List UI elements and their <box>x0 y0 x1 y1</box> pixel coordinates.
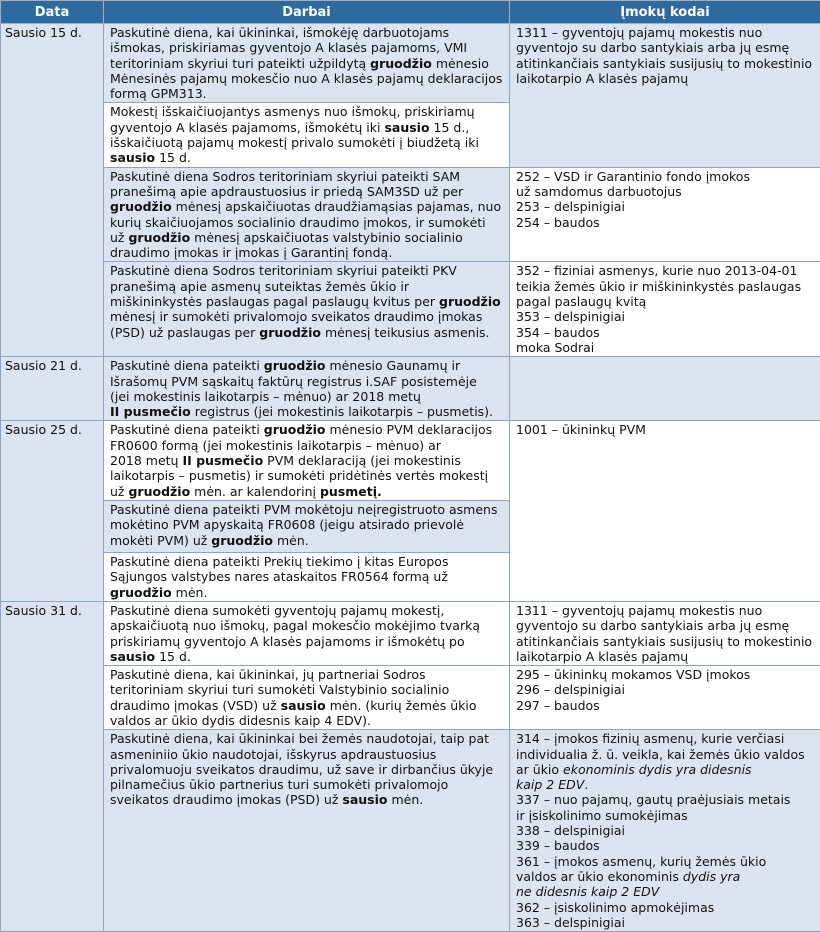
header-codes: Įmokų kodai <box>510 1 820 24</box>
codes-cell: 314 – įmokos fizinių asmenų, kurie verčiasi individualia ž. ū. veikla, kai žemės ūkio valdos ar ūkio ekonominis dydis yra didesnis kaip 2 EDV. 337 – nuo pajamų, gautų praėjusiais metais ir įsiskolinimo sumokėjimas 338 – delspinigiai 339 – baudos 361 – įmokos asmenų, kurių žemės ūkio valdos ar ūkio ekonominis dydis yra ne didesnis kaip 2 EDV 362 – įsiskolinimo apmokėjimas 363 – delspinigiai <box>510 730 820 932</box>
codes-cell: 352 – fiziniai asmenys, kurie nuo 2013-04-01 teikia žemės ūkio ir miškininkystės paslaugas pagal paslaugų kvitą 353 – delspinigiai 354 – baudos moka Sodrai <box>510 262 820 357</box>
work-cell: Paskutinė diena, kai ūkininkai bei žemės naudotojai, taip pat asmeniniio ūkio naudotojai, išskyrus apdraustuosius privalomuoju sveikatos draudimu, už save ir dirbančius ūkyje pilnamečius ūkio partnerius turi sumokėti privalomojo sveikatos draudimo įmokas (PSD) už sausio mėn. <box>104 730 510 932</box>
date-cell: Sausio 15 d. <box>1 24 104 357</box>
date-cell: Sausio 21 d. <box>1 357 104 421</box>
work-cell: Paskutinė diena pateikti Prekių tiekimo į kitas Europos Sąjungos valstybes nares ataskaitos FR0564 formą už gruodžio mėn. <box>104 552 510 601</box>
header-work: Darbai <box>104 1 510 24</box>
table-row <box>1 262 820 357</box>
codes-cell: 1311 – gyventojų pajamų mokestis nuo gyventojo su darbo santykiais arba jų esmę atitinkančiais santykiais susijusių to mokestinio laikotarpio A klasės pajamų <box>510 24 820 168</box>
work-cell: Paskutinė diena Sodros teritoriniam skyriui pateikti PKV pranešimą apie asmenų suteiktas žemės ūkio ir miškininkystės paslaugas pagal paslaugų kvitus per gruodžio mėnesį ir sumokėti privalomojo sveikatos draudimo įmokas (PSD) už paslaugas per gruodžio mėnesį teikusius asmenis. <box>104 262 510 357</box>
codes-cell: 295 – ūkininkų mokamos VSD įmokos 296 – delspinigiai 297 – baudos <box>510 666 820 730</box>
table-row <box>1 167 820 262</box>
table-row <box>1 666 820 730</box>
table-row <box>1 357 820 421</box>
header-row <box>1 1 820 24</box>
work-cell: Paskutinė diena pateikti gruodžio mėnesio Gaunamų ir Išrašomų PVM sąskaitų faktūrų registrus i.SAF posistemėje (jei mokestinis laikotarpis – mėnuo) ar 2018 metų II pusmečio registrus (jei mokestinis laikotarpis – pusmetis). <box>104 357 510 421</box>
codes-cell: 1001 – ūkininkų PVM <box>510 421 820 601</box>
work-cell: Paskutinė diena Sodros teritoriniam skyriui pateikti SAM pranešimą apie apdraustuosius ir priedą SAM3SD už per gruodžio mėnesį apskaičiuotas draudžiamąsias pajamas, nuo kurių skaičiuojamos socialinio draudimo įmokos, ir sumokėti už gruodžio mėnesį apskaičiuotas valstybinio socialinio draudimo įmokas ir įmokas į Garantinį fondą. <box>104 167 510 262</box>
codes-cell: 1311 – gyventojų pajamų mokestis nuo gyventojo su darbo santykiais arba jų esmę atitinkančiais santykiais susijusių to mokestinio laikotarpio A klasės pajamų <box>510 601 820 665</box>
work-cell: Paskutinė diena pateikti gruodžio mėnesio PVM deklaracijos FR0600 formą (jei mokestinis laikotarpis – mėnuo) ar 2018 metų II pusmečio PVM deklaraciją (jei mokestinis laikotarpis – pusmetis) ir sumokėti pridėtinės vertės mokestį už gruodžio mėn. ar kalendorinį pusmetį. <box>104 421 510 500</box>
work-cell: Mokestį išskaičiuojantys asmenys nuo išmokų, priskiriamų gyventojo A klasės pajamoms, išmokėtų iki sausio 15 d., išskaičiuotą pajamų mokestį privalo sumokėti į biudžetą iki sausio 15 d. <box>104 103 510 167</box>
work-cell: Paskutinė diena, kai ūkininkai, išmokėję darbuotojams išmokas, priskiriamas gyventojo A klasės pajamoms, VMI teritoriniam skyriui turi pateikti užpildytą gruodžio mėnesio Mėnesinės pajamų mokesčio nuo A klasės pajamų deklaracijos formą GPM313. <box>104 24 510 103</box>
date-cell: Sausio 31 d. <box>1 601 104 931</box>
header-date: Data <box>1 1 104 24</box>
date-cell: Sausio 25 d. <box>1 421 104 601</box>
table-row <box>1 730 820 932</box>
table-row <box>1 24 820 103</box>
codes-cell: 252 – VSD ir Garantinio fondo įmokos už samdomus darbuotojus 253 – delspinigiai 254 – baudos <box>510 167 820 262</box>
codes-cell <box>510 357 820 421</box>
work-cell: Paskutinė diena sumokėti gyventojų pajamų mokestį, apskaičiuotą nuo išmokų, pagal mokesčio mokėjimo tvarką priskiriamų gyventojo A klasės pajamoms ir išmokėtų po sausio 15 d. <box>104 601 510 665</box>
work-cell: Paskutinė diena, kai ūkininkai, jų partneriai Sodros teritoriniam skyriui turi sumokėti Valstybinio socialinio draudimo įmokas (VSD) už sausio mėn. (kurių žemės ūkio valdos ar ūkio dydis didesnis kaip 4 EDV). <box>104 666 510 730</box>
table-row <box>1 601 820 665</box>
table-row <box>1 421 820 500</box>
work-cell: Paskutinė diena pateikti PVM mokėtoju neįregistruoto asmens mokėtino PVM apyskaitą FR0608 (jeigu atsirado prievolė mokėti PVM) už gruodžio mėn. <box>104 500 510 552</box>
